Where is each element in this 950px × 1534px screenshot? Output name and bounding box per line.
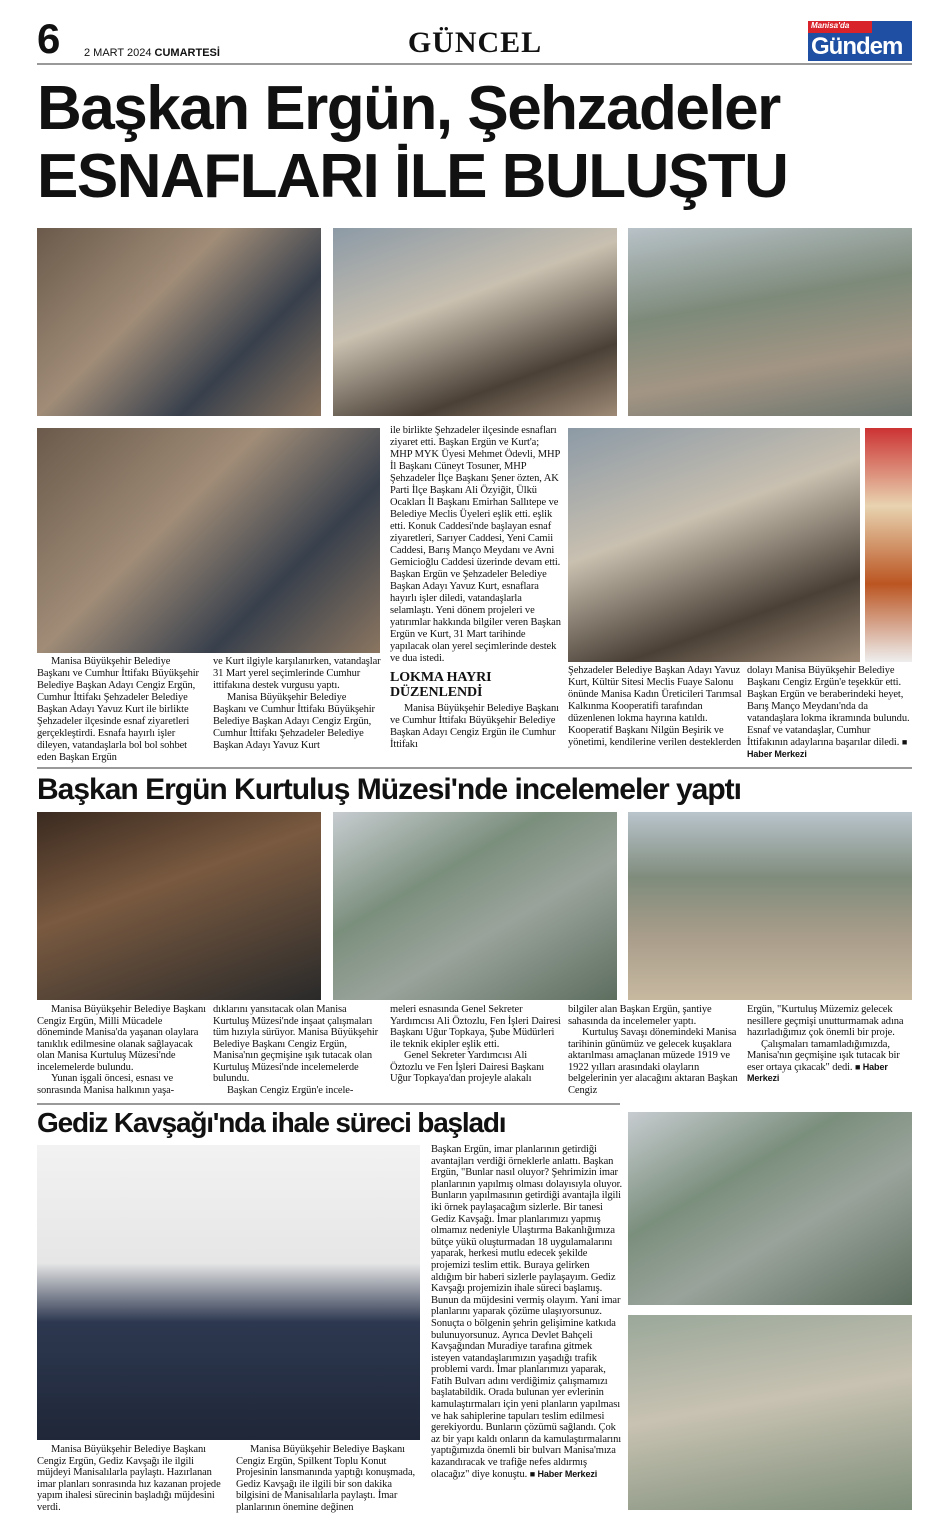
article2-col2: dıklarını yansıtacak olan Manisa Kurtuluş Müzesi'nde inşaat çalışmaları tüm hızıyla sürüyor. Manisa Büyükşehir Belediye Başkanı Cengiz Ergün, Manisa'nın geçmişine ışık tutacak olan Kurtuluş Müzesi'nde incelemelerde bulundu. Başkan Cengiz Ergün'e incele- [213, 1004, 379, 1096]
headline-1-line2: ESNAFLARI İLE BULUŞTU [37, 142, 788, 211]
logo-top: Manisa'da [808, 21, 872, 33]
photo-junction-1 [628, 1112, 912, 1305]
headline-1-line1: Başkan Ergün, Şehzadeler [37, 74, 780, 143]
article2-col1: Manisa Büyükşehir Belediye Başkanı Cengiz Ergün, Milli Mücadele döneminde Manisa'da yaşanan olaylara tanıklık edilmesine olanak sağlayacak olan Manisa Kurtuluş Müzesi'nde incelemelerde bulundu. Yunan işgali öncesi, esnası ve sonrasında Manisa halkının yaşa- [37, 1004, 206, 1096]
article1-col1: Manisa Büyükşehir Belediye Başkanı ve Cumhur İttifakı Büyükşehir Belediye Başkan Adayı Cengiz Ergün, Cumhur İttifakı Şehzadeler Belediye Başkan Adayı Yavuz Kurt ile birlikte Şehzadeler ilçesinde esnaf ziyaretleri gerçekleştirdi. Esnafa hayırlı işler dileyen, vatandaşlarla bol bol sohbet eden Başkan Ergün [37, 656, 199, 763]
photo-museum-2 [333, 812, 617, 1000]
article1-col5: dolayı Manisa Büyükşehir Belediye Başkanı Cengiz Ergün'e teşekkür etti. Başkan Ergün ve beraberindeki heyet, Barış Manço Meydanı'nda da vatandaşlara lokma ikramında bulundu. Esnaf ve vatandaşlar, Cumhur İttifakının adaylarına başarılar diledi. ■ Haber Merkezi [747, 665, 910, 759]
headline-3: Gediz Kavşağı'nda ihale süreci başladı [37, 1107, 506, 1138]
article1-col2: ve Kurt ilgiyle karşılanırken, vatandaşlar 31 Mart yerel seçimlerinde Cumhur ittifakına destek vurgusu yaptı. Manisa Büyükşehir Belediye Başkanı ve Cumhur İttifakı Büyükşehir Belediye Başkan Adayı Cengiz Ergün, Cumhur İttifakı Şehzadeler Belediye Başkan Adayı Yavuz Kurt [213, 656, 381, 751]
article2-col3: meleri esnasında Genel Sekreter Yardımcısı Ali Öztozlu, Fen İşleri Dairesi Başkanı Uğur Topkaya, Şube Müdürleri ile teknik ekipler eşlik etti. Genel Sekreter Yardımcısı Ali Öztozlu ve Fen İşleri Dairesi Başkanı Uğur Topkaya'dan projeyle alakalı [390, 1004, 561, 1084]
byline: ■ Haber Merkezi [747, 737, 908, 759]
photo-museum-aerial [628, 812, 912, 1000]
article3-col1: Manisa Büyükşehir Belediye Başkanı Cengiz Ergün, Gediz Kavşağı ile ilgili müjdeyi Manisalılarla paylaştı. Hazırlanan imar planları sonrasında hız kazanan projede yapım ihalesi sürecinin başladığı müjdesini verdi. [37, 1444, 221, 1513]
article1-col4: Şehzadeler Belediye Başkan Adayı Yavuz Kurt, Kültür Sitesi Meclis Fuaye Salonu önünde Manisa Kadın Üreticileri Tarımsal Kalkınma Kooperatifi tarafından düzenlenen lokma hayrına katıldı. Kooperatif Başkanı Nilgün Beşirik ve yönetimi, kendilerine verilen desteklerden [568, 665, 742, 748]
issue-date [84, 47, 220, 59]
article2-col5: Ergün, "Kurtuluş Müzemiz gelecek nesillere geçmişi unutturmamak adına hazırladığımız çok önemli bir proje. Çalışmaları tamamladığımızda, Manisa'nın geçmişine ışık tutacak bir eser ortaya çıkacak" dedi. ■ Haber Merkezi [747, 1004, 904, 1083]
photo-shop [568, 428, 860, 662]
photo-junction-2 [628, 1315, 912, 1510]
page-number: 6 [37, 15, 61, 62]
logo-name: Gündem [811, 33, 903, 60]
day-text: CUMARTESİ [154, 47, 220, 59]
photo-dessert [865, 428, 912, 662]
article3-col2: Manisa Büyükşehir Belediye Başkanı Cengiz Ergün, Spilkent Toplu Konut Projesinin lansmanında yaptığı konuşmada, Gediz Kavşağı ile ilgili bir son dakika bilgisini de Manisalılarla paylaştı. İmar planlarının önemine değinen [236, 1444, 416, 1513]
photo-speaker [37, 1145, 420, 1440]
newspaper-logo [808, 21, 912, 61]
article1-col3: ile birlikte Şehzadeler ilçesinde esnafları ziyaret etti. Başkan Ergün ve Kurt'a; MHP MYK Üyesi Mehmet Ödevli, MHP İl Başkanı Cüneyt Tosuner, MHP Şehzadeler İlçe Başkanı Şener özten, AK Parti İlçe Başkanı Ali Özyiğit, Ülkü Ocakları İl Başkanı Emirhan Sallıtepe ve Belediye Meclis Üyeleri eşlik etti. eşlik etti. Konuk Caddesi'nde başlayan esnaf ziyaretleri, Sarıyer Caddesi, Yeni Camii Caddesi, Barış Manço Meydanı ve Avni Gemicioğlu Caddesi üzerinde devam etti. Başkan Ergün ve Şehzadeler Belediye Başkan Adayı Yavuz Kurt, esnaflara hayırlı işler diledi, vatandaşlarla selamlaştı. Yeni dönem projeleri ve yatırımlar hakkında bilgiler veren Başkan Ergün ve Kurt, 31 Mart tarihinde yapılacak olan yerel seçimlerinde destek ve dua istedi. LOKMA HAYRI DÜZENLENDİ Manisa Büyükşehir Belediye Başkanı ve Cumhur İttifakı Büyükşehir Belediye Başkan Adayı Cengiz Ergün ile Cumhur İttifakı [390, 425, 561, 750]
photo-esnaf-2 [333, 228, 617, 416]
subheading: LOKMA HAYRI DÜZENLENDİ [390, 670, 492, 700]
section-title: GÜNCEL [407, 26, 543, 59]
photo-esnaf-3 [628, 228, 912, 416]
divider [37, 767, 912, 769]
date-text: 2 MART 2024 [84, 47, 152, 59]
photo-museum-1 [37, 812, 321, 1000]
article2-col4: bilgiler alan Başkan Ergün, şantiye sahasında da incelemeler yaptı. Kurtuluş Savaşı dönemindeki Manisa tarihinin günümüz ve gelecek kuşaklara aktarılması amaçlanan müzede 1919 ve 1922 yılları arasındaki olayların belgelerinin yer alacağını aktaran Başkan Cengiz [568, 1004, 738, 1096]
photo-esnaf-1 [37, 228, 321, 416]
byline: ■ Haber Merkezi [529, 1468, 598, 1479]
headline-2: Başkan Ergün Kurtuluş Müzesi'nde incelemeler yaptı [37, 773, 741, 806]
article3-col3: Başkan Ergün, imar planlarının getirdiği avantajları verdiği örneklerle anlattı. Başkan Ergün, "Bunlar nasıl oluyor? Şehrimizin imar planlarının yapılmış olması dolayısıyla oluyor. Bunların yapılmasının getirdiği avantajla ilgili iki örnek paylaşacağım sizlerle. Bir tanesi Gediz Kavşağı. İmar planlarımızı yapmış olmamız nedeniyle Ulaştırma Bakanlığımıza bütçe yükü oluşturmadan 18 uygulamalarını yaparak, herkesi mutlu edecek şekilde projemizi teslim ettik. Buraya gelirken aldığım bir haberi sizlerle paylaşayım. Gediz Kavşağı projemizin ihale süreci başlamış. Bunun da müjdesini vermiş olayım. Yani imar planlarını yaparak çözüme ulaşıyorsunuz. Sonuçta o bölgenin şehrin gelişimine katkıda bulunuyorsunuz. Ayrıca Devlet Bahçeli Kavşağından Muradiye tarafına gitmek isteyen vatandaşlarımızın yaşadığı trafik problemi vardı. İmar planlarımızı yaparak, Fatih Bulvarı adını verdiğimiz çalışmamızı başlatabildik. Orada bulunan yer evlerinin kamulaştırmaları için yeni planların yapılması ve hak sahiplerine tapuları teslim edilmesi gerekiyordu. Bunların çözümü sağlandı. Çok az bir yapı kaldı onların da kamulaştırmalarını yaptığımızda önemli bir bulvarı Manisa'mıza kazandıracak ve trafiğe nefes aldırmış olacağız" diye konuştu. ■ Haber Merkezi [431, 1144, 622, 1480]
byline: ■ Haber Merkezi [747, 1061, 888, 1083]
photo-group [37, 428, 380, 653]
header-rule [37, 63, 912, 65]
